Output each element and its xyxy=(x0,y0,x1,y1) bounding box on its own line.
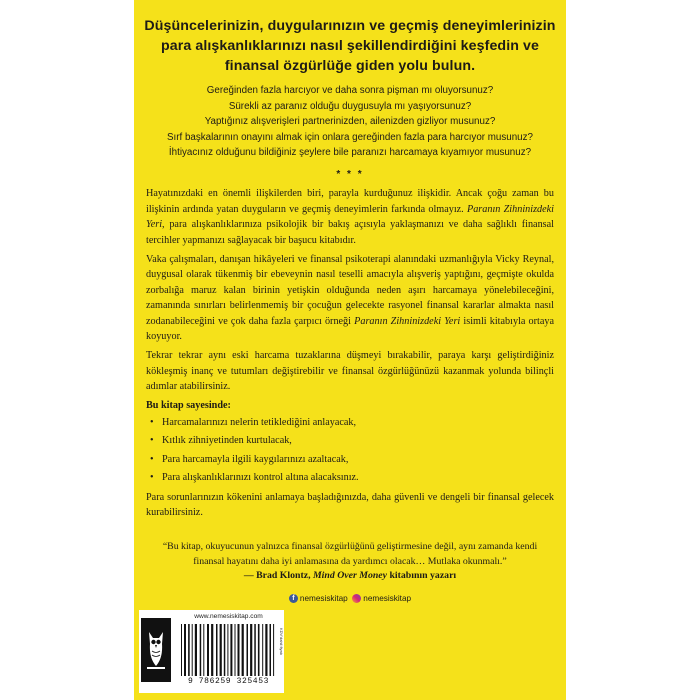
barcode-bar xyxy=(242,624,244,676)
paragraph-text: isimli kitabıyla ortaya koyuyor. xyxy=(146,315,555,342)
paragraph-text: Vaka çalışmaları, danışan hikâyeleri ve finansal psikoterapi alanındaki uzmanlığıyla Vicky Reynal, duygusal olarak tükenmiş bir ebeveynin nasıl teselli amacıyla alışveriş yaptığını, geçmişte okulda zorbalığa maruz kalan birinin yetişkin olduğunda neden aşırı harcamaya yönelebileceğini, zamanında sınırları belirlenmemiş bir çocuğun gelecekte rasyonel finansal kararlar almakta nasıl zodanabileceğini ve çok daha fazla çarpıcı örneği xyxy=(146,253,554,327)
attribution-suffix: kitabının yazarı xyxy=(387,570,457,581)
facebook-icon: f xyxy=(289,594,298,603)
barcode-bar xyxy=(200,624,202,676)
question-item: Sırf başkalarının onayını almak için onlara gereğinden fazla para harcıyor musunuz? xyxy=(167,131,533,143)
attribution-book: Mind Over Money xyxy=(312,570,387,581)
separator-stars: * * * xyxy=(336,169,364,180)
benefit-item: • Para alışkanlıklarınızı kontrol altına alacaksınız. xyxy=(146,470,554,486)
question-item: Yaptığınız alışverişleri partnerinizden, ailenizden gizliyor musunuz? xyxy=(204,116,496,128)
barcode-bar xyxy=(270,624,272,676)
publisher-barcode-block xyxy=(139,610,284,693)
isbn-number: 9 786259 325453 xyxy=(187,677,269,686)
question-item: Sürekli az paranız olduğu duygusuyla mı yaşıyorsunuz? xyxy=(228,100,472,112)
social-handles xyxy=(134,594,566,603)
barcode-bar xyxy=(184,624,186,676)
blurb-paragraph xyxy=(146,252,554,345)
instagram-icon xyxy=(352,594,361,603)
barcode-bar xyxy=(207,624,209,676)
paragraph-text: , para alışkanlıklarınıza psikolojik bir bakış açısıyla yaklaşmanızı ve daha sağlıklı finansal tercihler yapmanızı sağlayacak bir başucu kitabıdır. xyxy=(146,219,554,246)
question-item: İhtiyacınız olduğunu bildiğiniz şeylere bile paranızı harcamaya kıyamıyor musunuz? xyxy=(168,147,532,159)
publisher-website: www.nemesiskitap.com xyxy=(194,613,263,620)
barcode-bar xyxy=(254,624,256,676)
cover-headline: Düşüncelerinizin, duygularınızın ve geçmiş deneyimlerinizin para alışkanlıklarınızı nasıl şekillendirdiğini keşfedin ve finansal özgürlüğe giden yolu bulun. xyxy=(144,18,556,74)
barcode-bar xyxy=(195,624,197,676)
attribution-name: — Brad Klontz, xyxy=(243,570,313,581)
blurb-body xyxy=(146,186,554,524)
facebook-handle: nemesiskitap xyxy=(299,594,348,604)
quote-text: “Bu kitap, okuyucunun yalnızca finansal özgürlüğünü geliştirmesine değil, aynı zamanda kendi finansal hayatını daha iyi anlamasına da yardımcı olacak… Mutlaka okunmalı.” xyxy=(162,541,538,567)
barcode-bar xyxy=(238,624,240,676)
barcode-bar xyxy=(203,624,204,676)
owl-logo-icon xyxy=(139,610,173,693)
barcode-bar xyxy=(262,624,263,676)
book-title-inline: Paranın Zihninizdeki Yeri xyxy=(146,203,555,230)
book-back-cover xyxy=(134,0,566,700)
barcode-bar xyxy=(211,624,213,676)
barcode-bar xyxy=(216,624,218,676)
question-list xyxy=(140,83,560,161)
barcode-bar xyxy=(258,624,260,676)
barcode-bar xyxy=(227,624,228,676)
book-title-inline: Paranın Zihninizdeki Yeri xyxy=(354,315,461,327)
quote-attribution xyxy=(150,569,550,584)
barcode-bar xyxy=(250,624,252,676)
publisher-logo xyxy=(139,610,173,693)
instagram-handle: nemesiskitap xyxy=(363,594,412,604)
barcode-bar xyxy=(220,624,222,676)
paragraph-text: Hayatınızdaki en önemli ilişkilerden biri, parayla kurduğunuz ilişkidir. Ancak çoğu zaman bu ilişkinin ardında yatan duyguların ve geçmiş deneyimlerin farkında olmayız. xyxy=(146,188,554,215)
blurb-paragraph xyxy=(146,186,554,248)
barcode-bar xyxy=(265,624,267,676)
blurb-paragraph: Tekrar tekrar aynı eski harcama tuzaklarına düşmeyi bırakabilir, paraya karşı geliştirdiğiniz kökleşmiş inanç ve tutumları değiştirebilir ve finansal özgürlüğünüzü kazanmak yolunda bilinçli adımlar atabilirsiniz. xyxy=(146,350,554,392)
barcode-bar xyxy=(230,624,232,676)
barcode-bar xyxy=(224,624,226,676)
benefit-list xyxy=(146,415,554,486)
barcode-bar xyxy=(181,624,182,676)
price-side-label: KDV'dahil fiyatı xyxy=(279,628,284,655)
endorsement-quote xyxy=(150,540,550,584)
benefit-item: • Harcamalarınızı nelerin tetiklediğini anlayacak, xyxy=(146,415,554,431)
benefit-item: • Para harcamayla ilgili kaygılarınızı azaltacak, xyxy=(146,452,554,468)
list-title: Bu kitap sayesinde: xyxy=(146,400,231,411)
barcode-bar xyxy=(247,624,249,676)
barcode-bar xyxy=(273,624,274,676)
barcode-bar xyxy=(235,624,236,676)
barcode-bar xyxy=(188,624,190,676)
blurb-paragraph: Para sorunlarınızın kökenini anlamaya başladığınızda, daha güvenli ve dengeli bir finansal gelecek kurabilirsiniz. xyxy=(146,491,554,518)
question-item: Gereğinden fazla harcıyor ve daha sonra pişman mı oluyorsunuz? xyxy=(206,85,494,96)
isbn-barcode xyxy=(179,624,278,676)
barcode-bar xyxy=(192,624,193,676)
barcode-panel xyxy=(173,610,284,693)
benefit-item: • Kıtlık zihniyetinden kurtulacak, xyxy=(146,433,554,449)
